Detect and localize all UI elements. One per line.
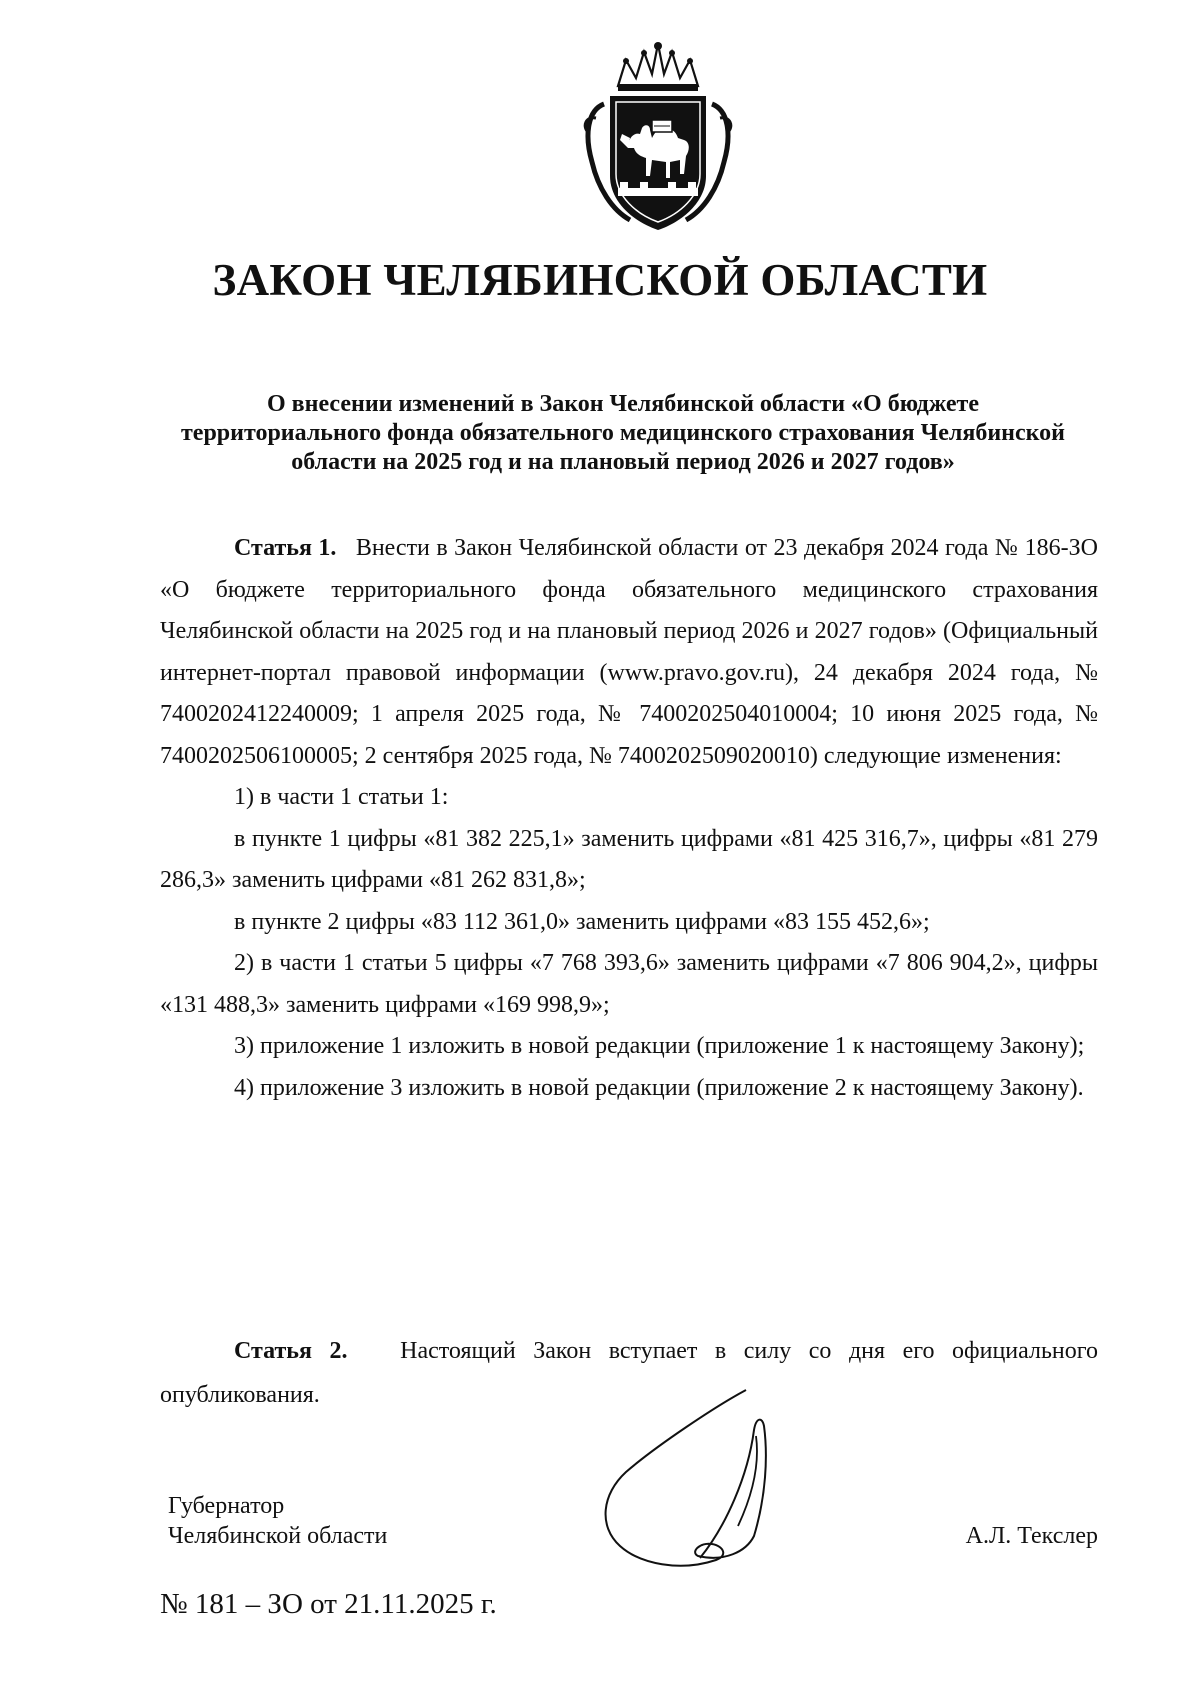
article-1-label: Статья 1. xyxy=(234,535,337,561)
list-item: 1) в части 1 статьи 1: xyxy=(234,784,449,810)
law-subtitle xyxy=(148,390,1098,477)
subtitle-line: области на 2025 год и на плановый период 2026 и 2027 годов» xyxy=(291,449,955,475)
law-number-date: № 181 – ЗО от 21.11.2025 г. xyxy=(160,1588,497,1620)
article-1 xyxy=(160,528,1098,1109)
list-item: 2) в части 1 статьи 5 цифры «7 768 393,6» заменить цифрами «7 806 904,2», цифры «131 488,3» заменить цифрами «169 998,9»; xyxy=(160,950,1098,1018)
handwritten-signature xyxy=(596,1386,830,1578)
article-1-intro xyxy=(160,528,1098,777)
coat-of-arms-emblem xyxy=(580,38,736,236)
subtitle-line: территориального фонда обязательного медицинского страхования Челябинской xyxy=(181,420,1065,446)
signatory-name: А.Л. Текслер xyxy=(965,1523,1098,1549)
signatory-position xyxy=(168,1491,387,1551)
subtitle-line: О внесении изменений в Закон Челябинской области «О бюджете xyxy=(266,391,979,417)
list-item: 4) приложение 3 изложить в новой редакции (приложение 2 к настоящему Закону). xyxy=(234,1074,1084,1101)
signatory-position-line: Челябинской области xyxy=(168,1523,388,1549)
signatory-position-line: Губернатор xyxy=(168,1493,285,1519)
list-item: в пункте 1 цифры «81 382 225,1» заменить цифрами «81 425 316,7», цифры «81 279 286,3» заменить цифрами «81 262 831,8»; xyxy=(160,825,1098,893)
law-title: ЗАКОН ЧЕЛЯБИНСКОЙ ОБЛАСТИ xyxy=(212,255,988,305)
article-2-label: Статья 2. xyxy=(234,1338,348,1364)
list-item: в пункте 2 цифры «83 112 361,0» заменить цифрами «83 155 452,6»; xyxy=(234,908,930,935)
article-2-body: Настоящий Закон вступает в силу со дня его официального опубликования. xyxy=(160,1338,1098,1408)
article-1-intro-text: Внести в Закон Челябинской области от 23 декабря 2024 года № 186-ЗО «О бюджете территориального фонда обязательного медицинского страхования Челябинской области на 2025 год и на плановый период 2026 и 2027 годов» (Официальный интернет-портал правовой информации (www.pravo.gov.ru), 24 декабря 2024 года, № 7400202412240009; 1 апреля 2025 года, № 7400202504010004; 10 июня 2025 года, № 7400202506100005; 2 сентября 2025 года, № 7400202509020010) следующие изменения: xyxy=(160,535,1098,769)
list-item: 3) приложение 1 изложить в новой редакции (приложение 1 к настоящему Закону); xyxy=(234,1033,1085,1059)
